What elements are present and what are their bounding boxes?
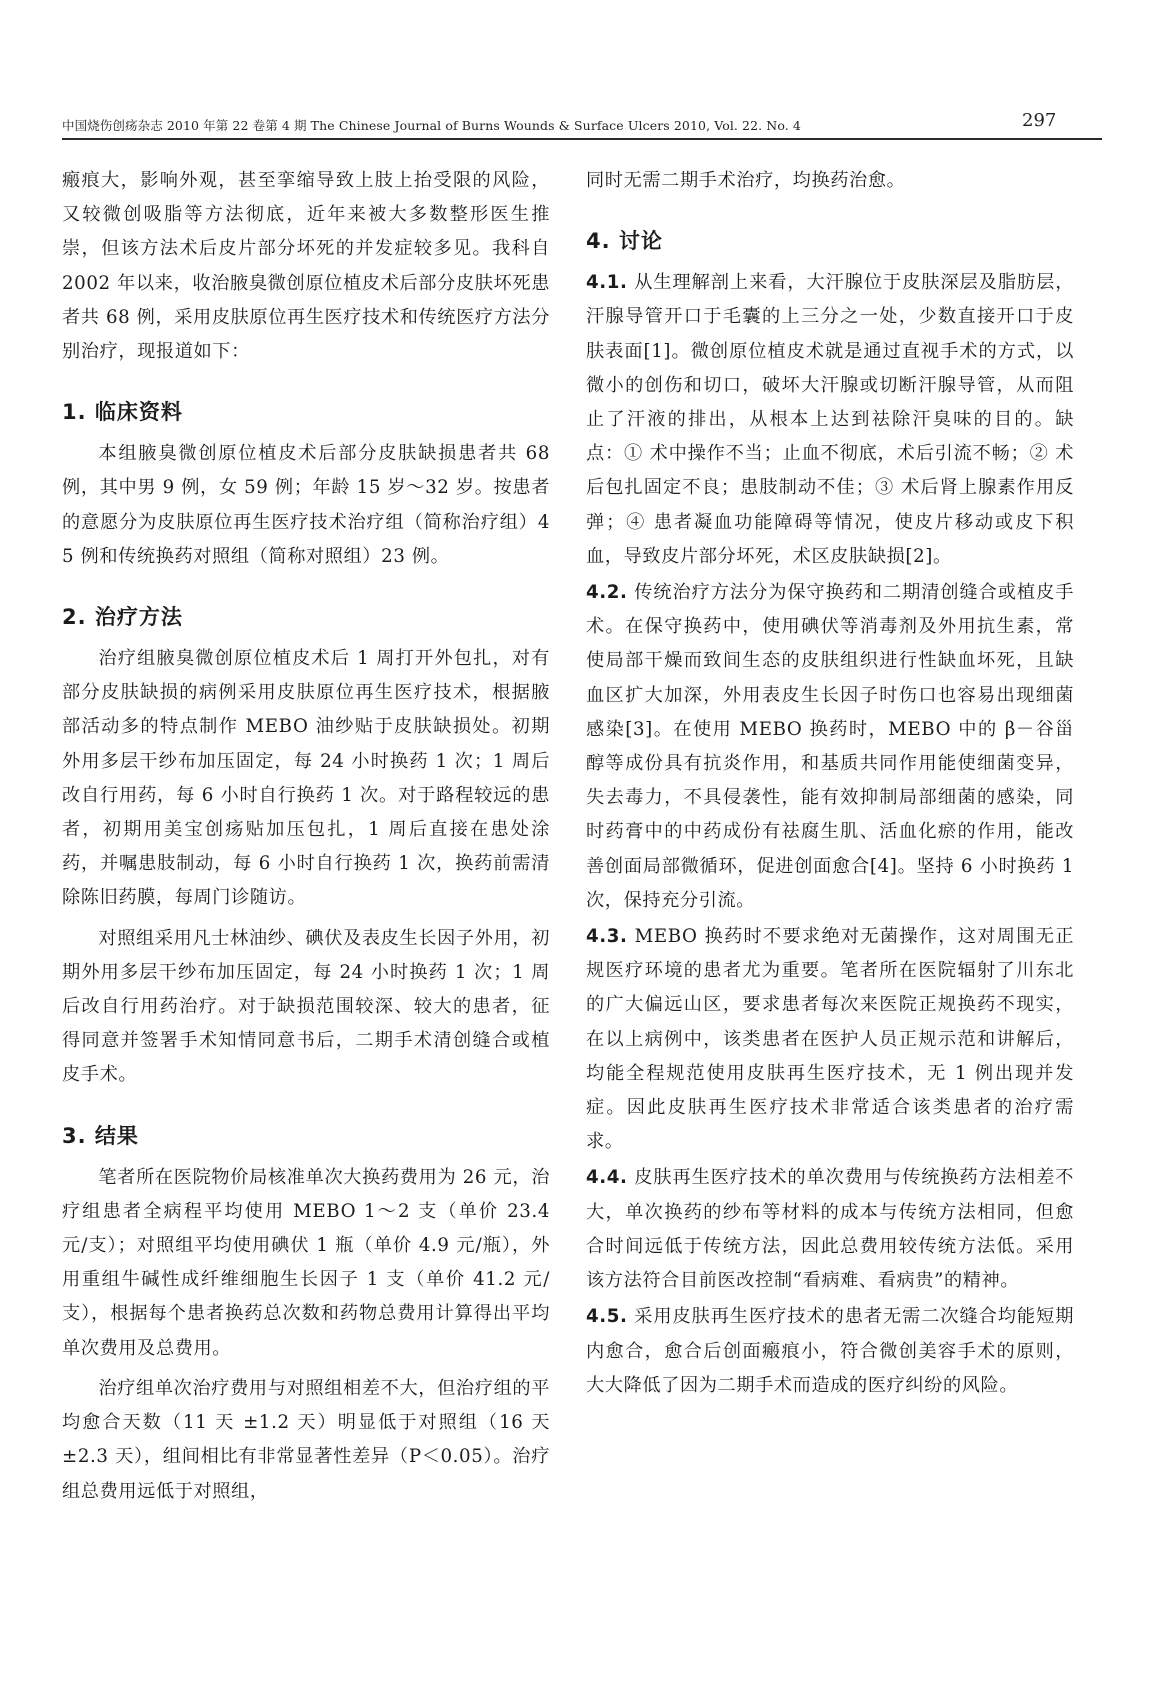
subsection-4-2-number: 4.2. [586, 582, 628, 604]
section-2-paragraph-1: 治疗组腋臭微创原位植皮术后 1 周打开外包扎，对有部分皮肤缺损的病例采用皮肤原位再生医疗技术，根据腋部活动多的特点制作 MEBO 油纱贴于皮肤缺损处。初期外用多层干纱布加压固定，每 24 小时换药 1 次；1 周后改自行用药，每 6 小时自行换药 1 次。对于路程较远的患者，初期用美宝创疡贴加压包扎，1 周后直接在患处涂药，并嘱患肢制动，每 6 小时自行换药 1 次，换药前需清除陈旧药膜，每周门诊随访。 [62, 648, 550, 909]
subsection-4-2 [586, 576, 1074, 918]
section-4-heading: 4. 讨论 [586, 229, 663, 254]
subsection-4-4-text: 皮肤再生医疗技术的单次费用与传统换药方法相差不大，单次换药的纱布等材料的成本与传统方法相同，但愈合时间远低于传统方法，因此总费用较传统方法低。采用该方法符合目前医改控制“看病难、看病贵”的精神。 [586, 1167, 1074, 1292]
section-3-heading: 3. 结果 [62, 1123, 139, 1148]
subsection-4-1-number: 4.1. [586, 272, 628, 294]
section-1-heading: 1. 临床资料 [62, 400, 183, 425]
header-rule [62, 138, 1102, 140]
section-1-paragraph: 本组腋臭微创原位植皮术后部分皮肤缺损患者共 68 例，其中男 9 例，女 59 例；年龄 15 岁～32 岁。按患者的意愿分为皮肤原位再生医疗技术治疗组（简称治疗组）45 例和传统换药对照组（简称对照组）23 例。 [62, 443, 550, 567]
section-2-heading: 2. 治疗方法 [62, 605, 183, 630]
subsection-4-1 [586, 266, 1074, 574]
section-3-paragraph-2: 治疗组单次治疗费用与对照组相差不大，但治疗组的平均愈合天数（11 天 ±1.2 天）明显低于对照组（16 天 ±2.3 天），组间相比有非常显著性差异（P＜0.05）。治疗组总费用远低于对照组， [62, 1377, 550, 1502]
subsection-4-5 [586, 1300, 1074, 1403]
right-column [586, 164, 1074, 1403]
section-2-paragraph-2: 对照组采用凡士林油纱、碘伏及表皮生长因子外用，初期外用多层干纱布加压固定，每 24 小时换药 1 次；1 周后改自行用药治疗。对于缺损范围较深、较大的患者，征得同意并签署手术知情同意书后，二期手术清创缝合或植皮手术。 [62, 927, 550, 1086]
continued-paragraph: 同时无需二期手术治疗，均换药治愈。 [586, 170, 906, 191]
subsection-4-3 [586, 920, 1074, 1159]
subsection-4-5-text: 采用皮肤再生医疗技术的患者无需二次缝合均能短期内愈合，愈合后创面瘢痕小，符合微创美容手术的原则，大大降低了因为二期手术而造成的医疗纠纷的风险。 [586, 1306, 1074, 1396]
running-head: 中国烧伤创疡杂志 2010 年第 22 卷第 4 期 The Chinese Journal of Burns Wounds & Surface Ulcers 2010, Vol. 22. No. 4 [62, 118, 801, 133]
page-number: 297 [1022, 110, 1057, 131]
subsection-4-4 [586, 1161, 1074, 1298]
subsection-4-3-number: 4.3. [586, 926, 628, 948]
subsection-4-4-number: 4.4. [586, 1167, 628, 1189]
subsection-4-5-number: 4.5. [586, 1306, 628, 1328]
left-column [62, 164, 550, 1509]
intro-paragraph: 瘢痕大，影响外观，甚至挛缩导致上肢上抬受限的风险，又较微创吸脂等方法彻底，近年来被大多数整形医生推崇，但该方法术后皮片部分坏死的并发症较多见。我科自 2002 年以来，收治腋臭微创原位植皮术后部分皮肤坏死患者共 68 例，采用皮肤原位再生医疗技术和传统医疗方法分别治疗，现报道如下： [62, 170, 551, 363]
subsection-4-1-text: 从生理解剖上来看，大汗腺位于皮肤深层及脂肪层，汗腺导管开口于毛囊的上三分之一处，少数直接开口于皮肤表面[1]。微创原位植皮术就是通过直视手术的方式，以微小的创伤和切口，破坏大汗腺或切断汗腺导管，从而阻止了汗液的排出，从根本上达到祛除汗臭味的目的。缺点：① 术中操作不当；止血不彻底，术后引流不畅；② 术后包扎固定不良；患肢制动不佳；③ 术后肾上腺素作用反弹；④ 患者凝血功能障碍等情况，使皮片移动或皮下积血，导致皮片部分坏死，术区皮肤缺损[2]。 [586, 272, 1074, 567]
subsection-4-2-text: 传统治疗方法分为保守换药和二期清创缝合或植皮手术。在保守换药中，使用碘伏等消毒剂及外用抗生素，常使局部干燥而致间生态的皮肤组织进行性缺血坏死，且缺血区扩大加深，外用表皮生长因子时伤口也容易出现细菌感染[3]。在使用 MEBO 换药时，MEBO 中的 β－谷甾醇等成份具有抗炎作用，和基质共同作用能使细菌变异，失去毒力，不具侵袭性，能有效抑制局部细菌的感染，同时药膏中的中药成份有祛腐生肌、活血化瘀的作用，能改善创面局部微循环，促进创面愈合[4]。坚持 6 小时换药 1 次，保持充分引流。 [586, 582, 1074, 911]
section-3-paragraph-1: 笔者所在医院物价局核准单次大换药费用为 26 元，治疗组患者全病程平均使用 MEBO 1～2 支（单价 23.4 元/支）；对照组平均使用碘伏 1 瓶（单价 4.9 元/瓶），外用重组牛碱性成纤维细胞生长因子 1 支（单价 41.2 元/支），根据每个患者换药总次数和药物总费用计算得出平均单次费用及总费用。 [62, 1166, 550, 1359]
subsection-4-3-text: MEBO 换药时不要求绝对无菌操作，这对周围无正规医疗环境的患者尤为重要。笔者所在医院辐射了川东北的广大偏远山区，要求患者每次来医院正规换药不现实，在以上病例中，该类患者在医护人员正规示范和讲解后，均能全程规范使用皮肤再生医疗技术，无 1 例出现并发症。因此皮肤再生医疗技术非常适合该类患者的治疗需求。 [586, 926, 1074, 1153]
